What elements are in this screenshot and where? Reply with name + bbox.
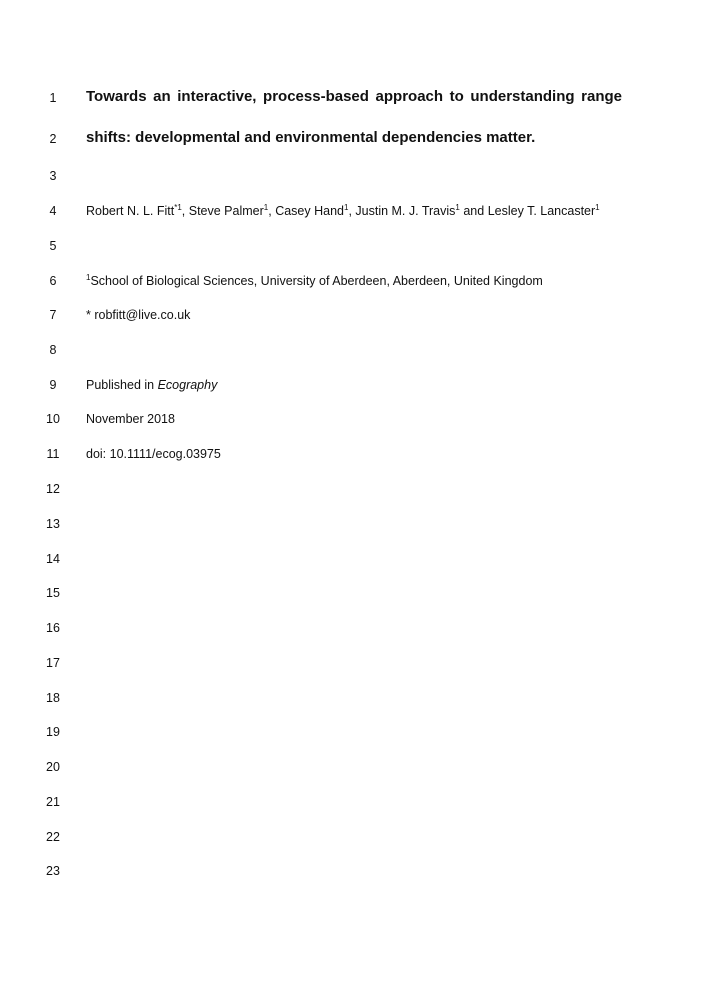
author-separator: ,	[181, 204, 189, 218]
line-number: 1	[49, 91, 57, 105]
line-number: 18	[46, 691, 60, 705]
line-number: 19	[46, 725, 60, 739]
author-name: Robert N. L. Fitt	[86, 204, 175, 218]
corresponding-email[interactable]: * robfitt@live.co.uk	[86, 308, 191, 322]
line-number: 3	[49, 169, 57, 183]
author-list	[86, 203, 600, 219]
journal-name: Ecography	[157, 378, 218, 392]
line-number: 11	[46, 447, 60, 461]
author-name: Steve Palmer	[188, 204, 264, 218]
line-number: 13	[46, 517, 60, 531]
affiliation-text: School of Biological Sciences, University of Aberdeen, Aberdeen, United Kingdom	[90, 274, 543, 288]
line-number: 15	[46, 586, 60, 600]
line-number: 17	[46, 656, 60, 670]
line-number: 4	[49, 204, 57, 218]
line-number: 7	[49, 308, 57, 322]
line-number: 6	[49, 274, 57, 288]
line-number: 21	[46, 795, 60, 809]
line-number: 2	[49, 132, 57, 146]
line-number: 23	[46, 864, 60, 878]
author-affiliation-mark: 1	[595, 202, 600, 212]
line-number: 8	[49, 343, 57, 357]
author-name: Lesley T. Lancaster	[487, 204, 596, 218]
author-affiliation-mark: 1	[455, 202, 460, 212]
line-number: 22	[46, 830, 60, 844]
line-number: 10	[46, 412, 60, 426]
author-affiliation-mark: *1	[174, 202, 182, 212]
paper-title-line-1: Towards an interactive, process-based approach to understanding range	[86, 88, 622, 105]
author-separator: ,	[268, 204, 276, 218]
author-name: Casey Hand	[275, 204, 344, 218]
affiliation-mark: 1	[86, 272, 91, 282]
affiliation	[86, 273, 543, 289]
line-number: 9	[49, 378, 57, 392]
line-number: 12	[46, 482, 60, 496]
published-in-prefix: Published in	[86, 378, 158, 392]
doi[interactable]: doi: 10.1111/ecog.03975	[86, 447, 221, 461]
published-in	[86, 377, 217, 393]
line-number: 5	[49, 239, 57, 253]
paper-title-line-2: shifts: developmental and environmental dependencies matter.	[86, 129, 536, 146]
line-number: 14	[46, 552, 60, 566]
author-separator: ,	[348, 204, 356, 218]
line-number: 16	[46, 621, 60, 635]
author-affiliation-mark: 1	[343, 202, 349, 212]
line-number: 20	[46, 760, 60, 774]
publication-date: November 2018	[86, 412, 175, 426]
author-separator: and	[459, 204, 488, 218]
author-affiliation-mark: 1	[263, 202, 269, 212]
author-name: Justin M. J. Travis	[355, 204, 456, 218]
